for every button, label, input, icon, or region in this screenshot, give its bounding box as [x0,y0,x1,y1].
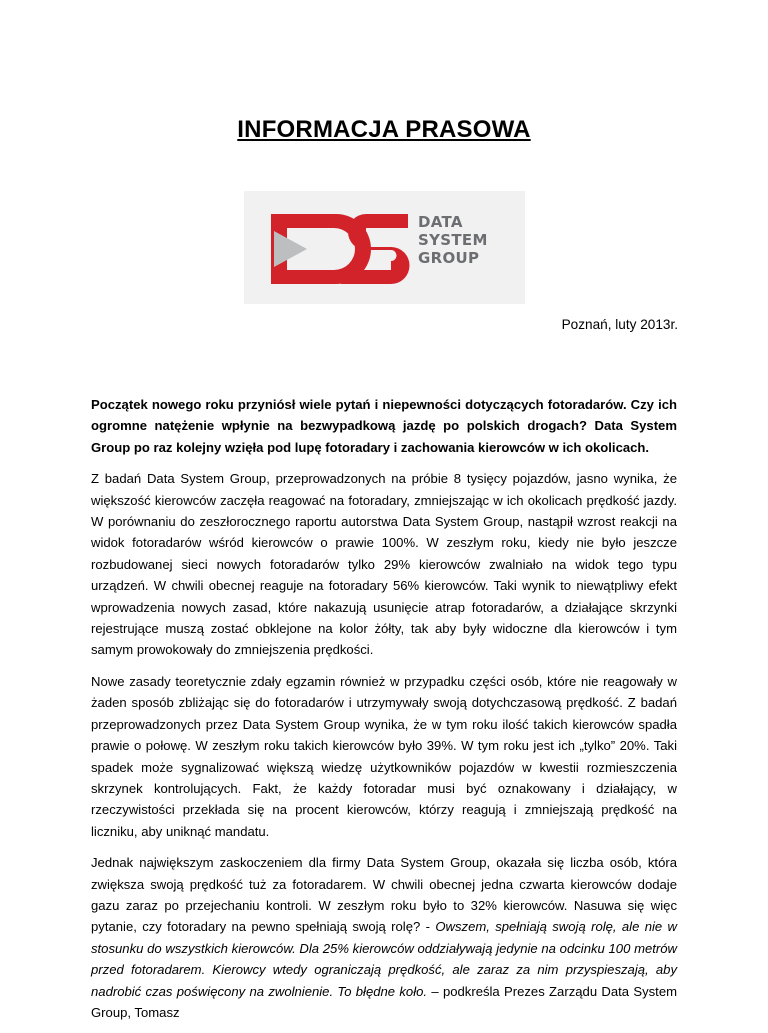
paragraph-3-start: Jednak największym zaskoczeniem dla firmy Data System Group, okazała się liczba osób, która zwiększa swoją prędkość tuż za fotoradarem. W chwili obecnej jedna czwarta kierowców dodaje gazu zaraz po przejechaniu kontroli. W zeszłym roku było to 32% kierowców. Nasuwa się więc pytanie, czy fotoradary na pewno spełniają swoją rolę? - [91,855,677,935]
logo-text-group: GROUP [418,249,480,267]
paragraph-2: Nowe zasady teoretycznie zdały egzamin również w przypadku części osób, które nie reagowały w żaden sposób zbliżając się do fotoradarów i utrzymywały swoją dotychczasową prędkość. Z badań przeprowadzonych przez Data System Group wynika, że w tym roku ilość takich kierowców spadła prawie o połowę. W zeszłym roku takich kierowców było 39%. W tym roku jest ich „tylko” 20%. Taki spadek może sygnalizować większą wiedzę użytkowników pojazdów w kwestii rozmieszczenia skrzynek kontrolujących. Fakt, że każdy fotoradar musi być oznakowany i działający, w rzeczywistości przekłada się na procent kierowców, którzy reagują i zmniejszają prędkość na liczniku, aby uniknąć mandatu. [91,673,677,839]
lead-paragraph: Początek nowego roku przyniósł wiele pytań i niepewności dotyczących fotoradarów. Czy ich ogromne natężenie wpłynie na bezwypadkową jazdę po polskich drogach? Data System Group po raz kolejny wzięła pod lupę fotoradary i zachowania kierowców w ich okolicach. [91,397,677,455]
paragraph-3-quote: Owszem, spełniają swoją rolę, ale nie w stosunku do wszystkich kierowców. Dla 25% kierowców oddziaływają jedynie na odcinku 100 metrów przed fotoradarem. Kierowcy wtedy ograniczają prędkość, ale zaraz za nim przyspieszają, aby nadrobić czas poświęcony na zwolnienie. To błędne koło. [91,919,677,999]
logo-text-system: SYSTEM [418,231,488,249]
paragraph-3-end: – podkreśla Prezes Zarządu Data System Group, Tomasz [91,983,678,1020]
logo-text-data: DATA [418,213,463,231]
document-title: INFORMACJA PRASOWA [237,116,531,143]
data-system-group-logo [244,191,525,304]
article-body [91,394,677,1033]
logo-wordmark [418,213,488,267]
release-date: Poznań, luty 2013r. [561,317,678,332]
paragraph-1: Z badań Data System Group, przeprowadzonych na próbie 8 tysięcy pojazdów, jasno wynika, że większość kierowców zaczęła reagować na fotoradary, zmniejszając w ich okolicach prędkość jazdy. W porównaniu do zeszłorocznego raportu autorstwa Data System Group, nastąpił wzrost reakcji na widok fotoradarów wśród kierowców o prawie 100%. W zeszłym roku, kiedy nie było jeszcze rozbudowanej sieci nowych fotoradarów tylko 29% kierowców zwalniało na widok tego typu urządzeń. W chwili obecnej reaguje na fotoradary 56% kierowców. Taki wynik to niewątpliwy efekt wprowadzenia nowych zasad, które nakazują usunięcie atrap fotoradarów, a działające skrzynki rejestrujące muszą zostać obklejone na kolor żółty, tak aby były widoczne dla kierowców i tym samym prowokowały do zmniejszenia prędkości. [91,471,677,658]
paragraph-3 [91,852,677,1023]
